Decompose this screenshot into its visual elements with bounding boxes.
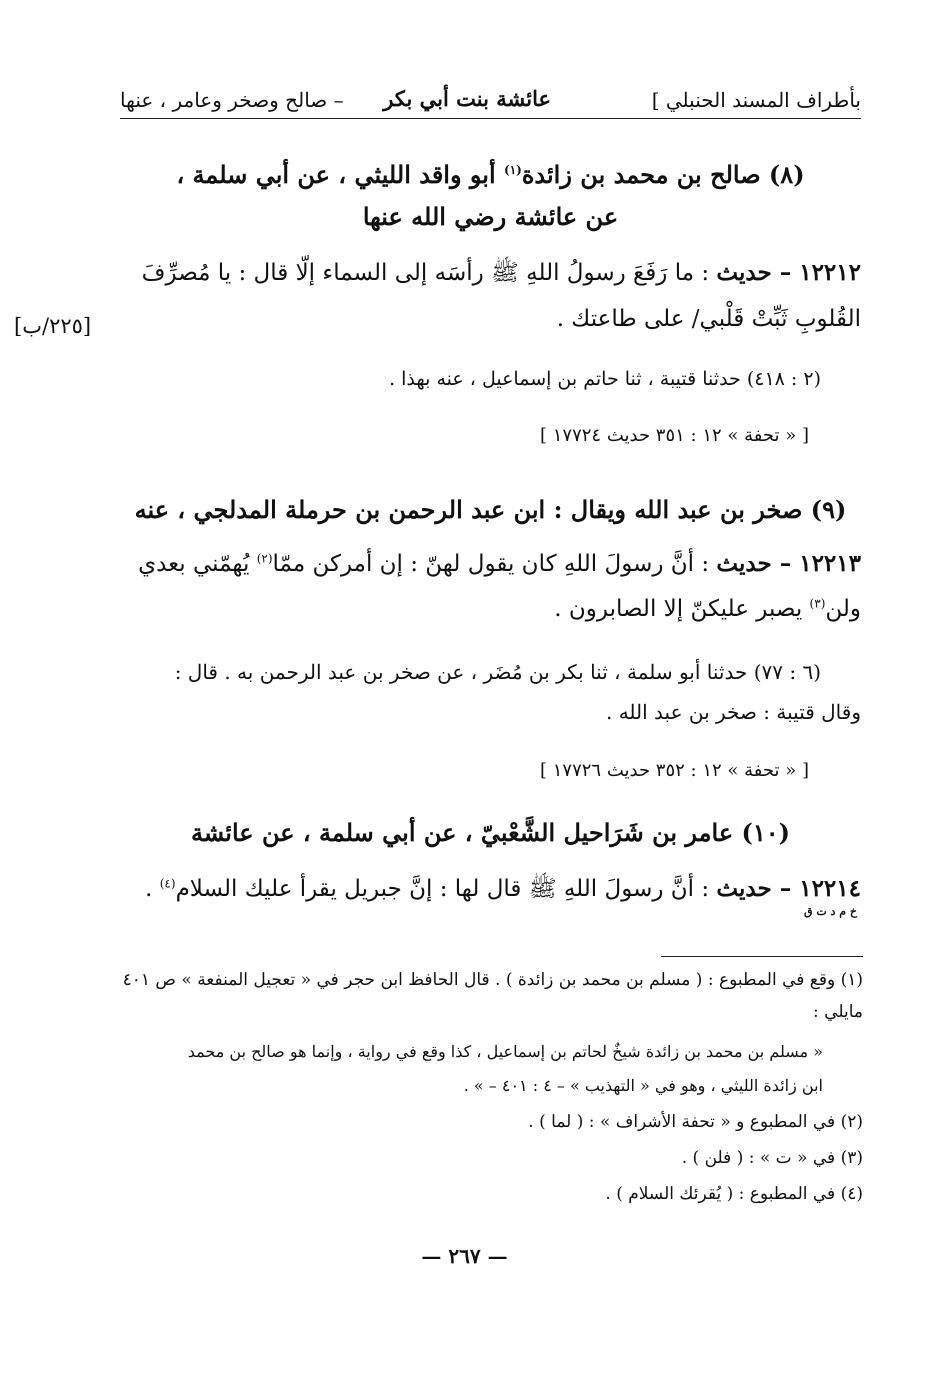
hadith-12213-tuhfa-ref: [ « تحفة » ١٢ : ٣٥٢ حديث ١٧٧٢٦ ] bbox=[540, 760, 809, 781]
section-10-title: (١٠) عامر بن شَرَاحيل الشَّعْبيّ ، عن أبي سلمة ، عن عائشة bbox=[191, 818, 790, 847]
footnote-ref-1: (١) bbox=[504, 163, 522, 177]
hadith-12214-line: ١٢٢١٤ – حديث خ م د ت ق : أنَّ رسولَ اللهِ ﷺ قال لها : إنَّ جبريل يقرأ عليك السلام$^{(٤)}$ . bbox=[145, 875, 861, 918]
footnote-separator bbox=[661, 956, 863, 957]
footnote-4: (٤) في المطبوع : ( يُقرئك السلام ) . bbox=[605, 1184, 863, 1204]
hadith-12212-tuhfa-ref: [ « تحفة » ١٢ : ٣٥١ حديث ١٧٧٢٤ ] bbox=[540, 425, 809, 446]
footnote-ref-2: (٢) bbox=[256, 551, 273, 566]
page-number: — ٢٦٧ — bbox=[421, 1244, 508, 1268]
hadith-12212-line1: ١٢٢١٢ – حديث : ما رَفَعَ رسولُ اللهِ ﷺ رأسَه إلى السماء إلّا قال : يا مُصرِّفَ bbox=[141, 259, 861, 286]
section-8-title-line2: عن عائشة رضي الله عنها bbox=[362, 202, 619, 231]
footnote-1-quote-line2: ابن زائدة الليثي ، وهو في « التهذيب » – ٤ : ٤٠١ – » . bbox=[463, 1076, 823, 1095]
hadith-number: ١٢٢١٤ – حديث خ م د ت ق bbox=[716, 875, 861, 918]
section-9-title: (٩) صخر بن عبد الله ويقال : ابن عبد الرحمن بن حرملة المدلجي ، عنه bbox=[134, 495, 847, 524]
footnote-2: (٢) في المطبوع و « تحفة الأشراف » : ( لما ) . bbox=[528, 1112, 863, 1132]
footnote-1-line2: مايلي : bbox=[813, 1002, 863, 1022]
hadith-12213-line2: ولن$^{(٣)}$ يصبر عليكنّ إلا الصابرون . bbox=[554, 596, 861, 622]
header-book-title: بأطراف المسند الحنبلي ] bbox=[651, 88, 861, 112]
header-chapter-title: عائشة بنت أبي بكر bbox=[383, 86, 551, 111]
hadith-number: ١٢٢١٢ – حديث bbox=[716, 259, 861, 286]
hadith-12213-source-line2: وقال قتيبة : صخر بن عبد الله . bbox=[605, 700, 861, 724]
running-header bbox=[120, 86, 861, 119]
header-section-subtitle: – صالح وصخر وعامر ، عنها bbox=[120, 88, 344, 112]
hadith-12213-source-line1: (٦ : ٧٧) حدثنا أبو سلمة ، ثنا بكر بن مُضَر ، عن صخر بن عبد الرحمن به . قال : bbox=[174, 660, 821, 684]
footnote-3: (٣) في « ت » : ( فلن ) . bbox=[681, 1148, 863, 1168]
hadith-12212-source: (٢ : ٤١٨) حدثنا قتيبة ، ثنا حاتم بن إسماعيل ، عنه بهذا . bbox=[389, 368, 821, 390]
manuscript-folio-note: [٢٢٥/ب] bbox=[14, 314, 92, 338]
footnote-1-quote-line1: « مسلم بن محمد بن زائدة شيخٌ لحاتم بن إسماعيل ، كذا وقع في رواية ، وإنما هو صالح بن محمد bbox=[187, 1042, 823, 1061]
section-8-title-line1: (٨) صالح بن محمد بن زائدة$^{(١)}$ أبو واقد الليثي ، عن أبي سلمة ، bbox=[176, 160, 805, 189]
footnote-ref-4: (٤) bbox=[159, 876, 176, 891]
hadith-number: ١٢٢١٣ – حديث bbox=[716, 550, 861, 577]
footnote-ref-3: (٣) bbox=[809, 596, 826, 611]
footnote-1-line1: (١) وقع في المطبوع : ( مسلم بن محمد بن زائدة ) . قال الحافظ ابن حجر في « تعجيل المنفعة » ص ٤٠١ bbox=[122, 970, 863, 990]
collection-symbols: خ م د ت ق bbox=[803, 905, 857, 918]
hadith-12213-line1: ١٢٢١٣ – حديث : أنَّ رسولَ اللهِ كان يقول لهنّ : إن أمركن ممّا$^{(٢)}$ يُهمّني بعدي bbox=[138, 550, 861, 577]
hadith-12212-line2: القُلوبِ ثَبِّتْ قَلْبي/ على طاعتك . bbox=[556, 306, 861, 332]
